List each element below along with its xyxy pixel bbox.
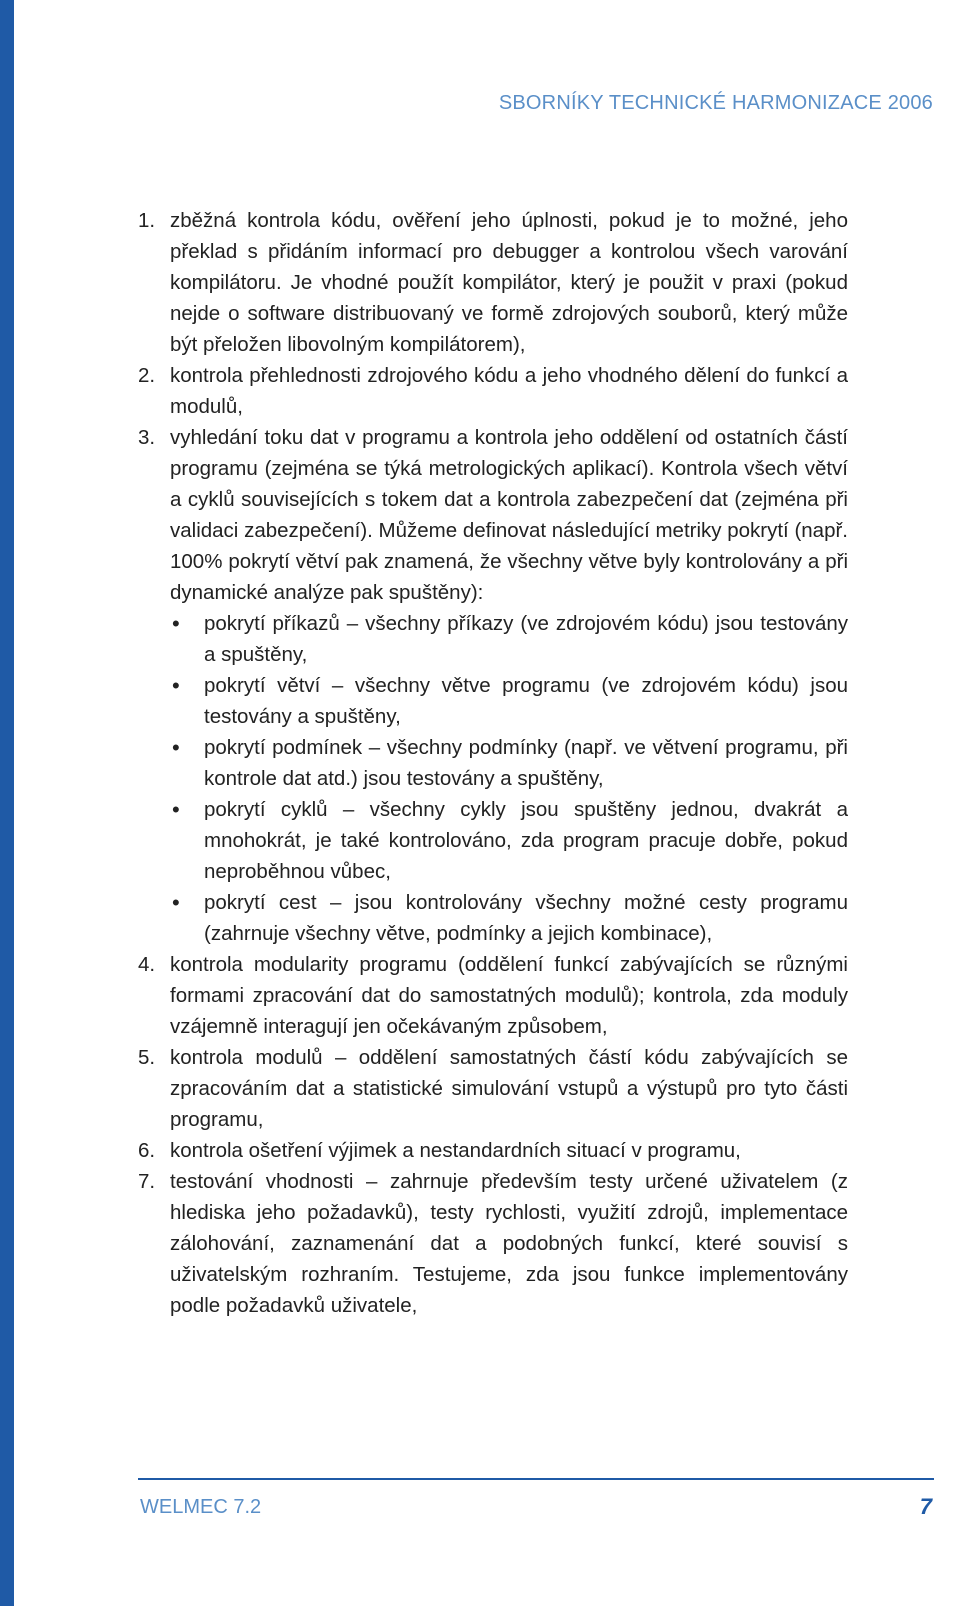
bullet-item: • pokrytí příkazů – všechny příkazy (ve zdrojovém kódu) jsou testovány a spuštěny, bbox=[170, 608, 848, 670]
bullet-item: • pokrytí podmínek – všechny podmínky (např. ve větvení programu, při kontrole dat atd.) jsou testovány a spuštěny, bbox=[170, 732, 848, 794]
item-text: zběžná kontrola kódu, ověření jeho úplnosti, pokud je to možné, jeho překlad s přidáním informací pro debugger a kontrolou všech varování kompilátoru. Je vhodné použít kompilátor, který je použit v praxi (pokud nejde o software distribuovaný ve formě zdrojových souborů, který může být přeložen libovolným kompilátorem), bbox=[170, 209, 848, 356]
list-item bbox=[138, 422, 848, 949]
running-header: SBORNÍKY TECHNICKÉ HARMONIZACE 2006 bbox=[498, 92, 933, 114]
item-number: 5. bbox=[138, 1046, 156, 1069]
item-number: 4. bbox=[138, 953, 156, 976]
item-number: 3. bbox=[138, 426, 156, 449]
item-text: kontrola modulů – oddělení samostatných částí kódu zabývajících se zpracováním dat a statistické simulování vstupů a výstupů pro tyto části programu, bbox=[170, 1046, 848, 1131]
item-number: 6. bbox=[138, 1139, 156, 1162]
page-body bbox=[138, 205, 848, 1321]
list-item bbox=[138, 1135, 848, 1166]
footer-divider bbox=[138, 1478, 934, 1480]
list-item bbox=[138, 949, 848, 1042]
item-text: testování vhodnosti – zahrnuje především testy určené uživatelem (z hlediska jeho požadavků), testy rychlosti, využití zdrojů, implementace zálohování, zaznamenání dat a podobných funkcí, které souvisí s uživatelským rozhraním. Testujeme, zda jsou funkce implementovány podle požadavků uživatele, bbox=[170, 1170, 848, 1317]
page-number: 7 bbox=[919, 1494, 932, 1519]
list-item bbox=[138, 1042, 848, 1135]
item-text: vyhledání toku dat v programu a kontrola jeho oddělení od ostatních částí programu (zejména se týká metrologických aplikací). Kontrola všech větví a cyklů souvisejících s tokem dat a kontrola zabezpečení dat (zejména při validaci zabezpečení). Můžeme definovat následující metriky pokrytí (např. 100% pokrytí větví pak znamená, že všechny větve byly kontrolovány a při dynamické analýze pak spuštěny): bbox=[170, 426, 848, 604]
bullet-item: • pokrytí cest – jsou kontrolovány všechny možné cesty programu (zahrnuje všechny větve, podmínky a jejich kombinace), bbox=[170, 887, 848, 949]
list-item bbox=[138, 1166, 848, 1321]
left-accent-bar bbox=[0, 0, 14, 1606]
item-text: kontrola modularity programu (oddělení funkcí zabývajících se různými formami zpracování dat do samostatných modulů); kontrola, zda moduly vzájemně interagují jen očekávaným způsobem, bbox=[170, 953, 848, 1038]
bullet-item: • pokrytí větví – všechny větve programu (ve zdrojovém kódu) jsou testovány a spuštěny, bbox=[170, 670, 848, 732]
footer-document-id: WELMEC 7.2 bbox=[140, 1496, 262, 1518]
item-text: kontrola ošetření výjimek a nestandardních situací v programu, bbox=[170, 1139, 741, 1162]
list-item bbox=[138, 205, 848, 360]
bullet-item: • pokrytí cyklů – všechny cykly jsou spuštěny jednou, dvakrát a mnohokrát, je také kontrolováno, zda program pracuje dobře, pokud neproběhnou vůbec, bbox=[170, 794, 848, 887]
item-text: kontrola přehlednosti zdrojového kódu a jeho vhodného dělení do funkcí a modulů, bbox=[170, 364, 848, 418]
item-number: 2. bbox=[138, 364, 156, 387]
list-item bbox=[138, 360, 848, 422]
coverage-metrics-list bbox=[170, 608, 848, 949]
item-number: 7. bbox=[138, 1170, 156, 1193]
item-number: 1. bbox=[138, 209, 156, 232]
